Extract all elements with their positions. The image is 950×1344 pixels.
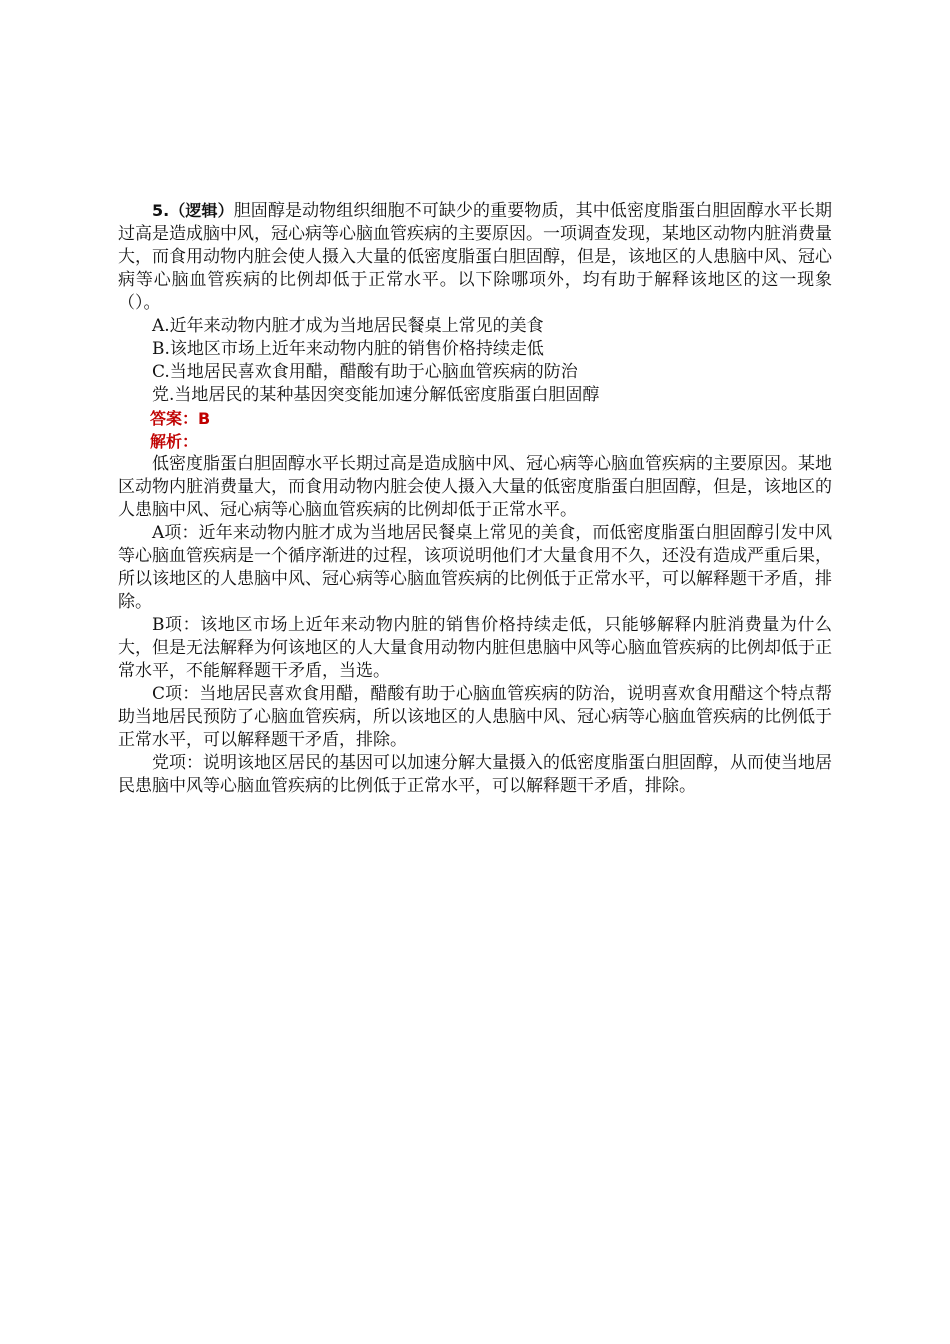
answer-label: 答案： <box>150 409 199 428</box>
question-stem-paragraph <box>118 199 832 315</box>
analysis-label: 解析： <box>150 432 199 451</box>
option-b: B.该地区市场上近年来动物内脏的销售价格持续走低 <box>152 339 544 359</box>
analysis-paragraph-d: 党项：说明该地区居民的基因可以加速分解大量摄入的低密度脂蛋白胆固醇，从而使当地居民患脑中风等心脑血管疾病的比例低于正常水平，可以解释题干矛盾，排除。 <box>118 753 832 796</box>
option-c: C.当地居民喜欢食用醋，醋酸有助于心脑血管疾病的防治 <box>152 362 578 382</box>
option-d: 党.当地居民的某种基因突变能加速分解低密度脂蛋白胆固醇 <box>152 385 600 405</box>
option-a: A.近年来动物内脏才成为当地居民餐桌上常见的美食 <box>152 316 544 336</box>
question-stem: 胆固醇是动物组织细胞不可缺少的重要物质，其中低密度脂蛋白胆固醇水平长期过高是造成脑中风，冠心病等心脑血管疾病的主要原因。一项调查发现，某地区动物内脏消费量大，而食用动物内脏会使人摄入大量的低密度脂蛋白胆固醇，但是，该地区的人患脑中风、冠心病等心脑血管疾病的比例却低于正常水平。以下除哪项外，均有助于解释该地区的这一现象（）。 <box>118 201 832 313</box>
analysis-paragraph-intro: 低密度脂蛋白胆固醇水平长期过高是造成脑中风、冠心病等心脑血管疾病的主要原因。某地区动物内脏消费量大，而食用动物内脏会使人摄入大量的低密度脂蛋白胆固醇，但是，该地区的人患脑中风、冠心病等心脑血管疾病的比例却低于正常水平。 <box>118 454 832 520</box>
analysis-paragraph-c: C项：当地居民喜欢食用醋，醋酸有助于心脑血管疾病的防治，说明喜欢食用醋这个特点帮助当地居民预防了心脑血管疾病，所以该地区的人患脑中风、冠心病等心脑血管疾病的比例低于正常水平，可以解释题干矛盾，排除。 <box>118 684 832 750</box>
answer-line <box>118 407 832 430</box>
question-number: 5. <box>152 201 170 220</box>
answer-value: B <box>198 409 211 428</box>
analysis-paragraph-a: A项：近年来动物内脏才成为当地居民餐桌上常见的美食，而低密度脂蛋白胆固醇引发中风等心脑血管疾病是一个循序渐进的过程，该项说明他们才大量食用不久，还没有造成严重后果，所以该地区的人患脑中风、冠心病等心脑血管疾病的比例低于正常水平，可以解释题干矛盾，排除。 <box>118 523 832 612</box>
document-page <box>118 199 832 798</box>
question-tag: （逻辑） <box>169 201 234 220</box>
analysis-paragraph-b: B项：该地区市场上近年来动物内脏的销售价格持续走低，只能够解释内脏消费量为什么大，但是无法解释为何该地区的人大量食用动物内脏但患脑中风等心脑血管疾病的比例却低于正常水平，不能解释题干矛盾，当选。 <box>118 615 832 681</box>
